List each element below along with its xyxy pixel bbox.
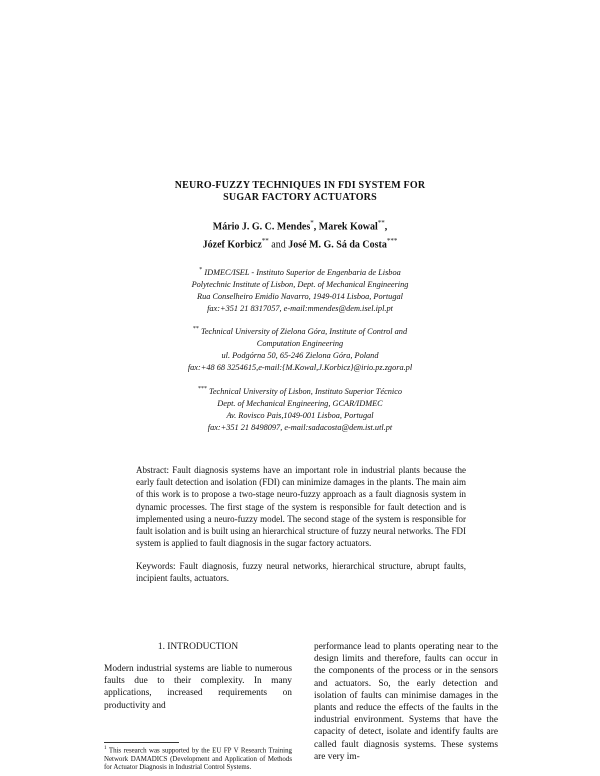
keywords: Keywords: Fault diagnosis, fuzzy neural networks, hierarchical structure, abrupt faults, incipient faults, actuators. <box>136 561 466 584</box>
affiliation-3-line-2: Dept. of Mechanical Engineering, GCAR/IDMEC <box>217 398 383 408</box>
affiliation-2 <box>150 323 450 374</box>
author-3: Józef Korbicz <box>202 239 262 251</box>
abstract: Abstract: Fault diagnosis systems have an important role in industrial plants because the early fault detection and isolation (FDI) can minimize damages in the plants. The main aim of this work is to propose a two-stage neuro-fuzzy approach as a fault diagnosis system in dynamic processes. The first stage of the system is responsible for fault detection and is implemented using a neuro-fuzzy model. The second stage of the system is responsible for fault isolation and is built using an hierarchical structure of fuzzy neural networks. The FDI system is applied to fault diagnosis in the sugar factory actuators. <box>136 465 466 549</box>
footnote-rule <box>104 742 179 743</box>
paper-title <box>0 180 600 204</box>
author-3-mark: ** <box>261 237 269 246</box>
author-1-mark: * <box>310 219 314 227</box>
section-heading-introduction: 1. INTRODUCTION <box>157 642 239 652</box>
footnote-mark: 1 <box>104 746 107 751</box>
author-4: José M. G. Sá da Costa <box>288 239 387 251</box>
affiliation-1-line-3: Rua Conselheiro Emidio Navarro, 1949-014 Lisboa, Portugal <box>197 291 403 301</box>
affiliation-3-line-4: fax:+351 21 8498097, e-mail:sadacosta@dem.ist.utl.pt <box>207 422 393 432</box>
author-2: Marek Kowal <box>318 221 378 233</box>
affiliation-1 <box>150 264 450 315</box>
affiliation-3-line-1: Technical University of Lisbon, Instituto Superior Técnico <box>209 386 403 396</box>
affiliation-2-line-1: Technical University of Zielona Góra, Institute of Control and <box>200 326 408 336</box>
affiliation-2-line-4: fax:+48 68 3254615,e-mail:{M.Kowal,J.Korbicz}@irio.pz.zgora.pl <box>187 362 413 372</box>
affiliation-2-line-2: Computation Engineering <box>256 338 344 348</box>
affiliation-1-line-2: Polytechnic Institute of Lisbon, Dept. of Mechanical Engineering <box>191 279 409 289</box>
affiliation-3-mark: *** <box>197 386 207 392</box>
intro-right-column: performance lead to plants operating near to the design limits and therefore, faults can occur in the components of the process or in the sensors and actuators. So, the early detection and isolation of faults can minimise damages in the plants and reduce the effects of the faults in the industrial environment. Systems that have the capacity of detect, isolate and identify faults are called fault diagnosis systems. These systems are very im- <box>314 642 498 762</box>
author-and: and <box>271 239 286 251</box>
affiliation-3 <box>150 383 450 434</box>
author-list: Mário J. G. C. Mendes*, Marek Kowal**, Józef Korbicz** and José M. G. Sá da Costa*** <box>202 219 398 251</box>
affiliation-1-line-1: IDMEC/ISEL - Instituto Superior de Engenbaria de Lisboa <box>204 267 401 277</box>
footnote <box>104 745 292 773</box>
affiliation-2-mark: ** <box>192 326 199 332</box>
affiliation-1-line-4: fax:+351 21 8317057, e-mail:mmendes@dem.isel.ipl.pt <box>207 303 393 313</box>
author-4-mark: *** <box>386 237 398 246</box>
affiliation-3-line-3: Av. Rovisco Pais,1049-001 Lisboa, Portugal <box>226 410 374 420</box>
footnote-text: This research was supported by the EU FP V Research Training Network DAMADICS (Development and Application of Methods for Actuator Diagnosis in Industrial Control Systems. <box>104 747 292 772</box>
intro-left-column: Modern industrial systems are liable to numerous faults due to their complexity. In many applications, increased requirements on productivity and <box>104 664 292 711</box>
affiliation-2-line-3: ul. Podgórna 50, 65-246 Zielona Góra, Poland <box>221 350 379 360</box>
title-line-2: SUGAR FACTORY ACTUATORS <box>223 192 377 203</box>
title-line-1: NEURO-FUZZY TECHNIQUES IN FDI SYSTEM FOR <box>174 180 426 191</box>
affiliation-1-mark: * <box>199 267 203 273</box>
author-2-mark: ** <box>377 219 385 227</box>
author-1: Mário J. G. C. Mendes <box>212 221 311 233</box>
